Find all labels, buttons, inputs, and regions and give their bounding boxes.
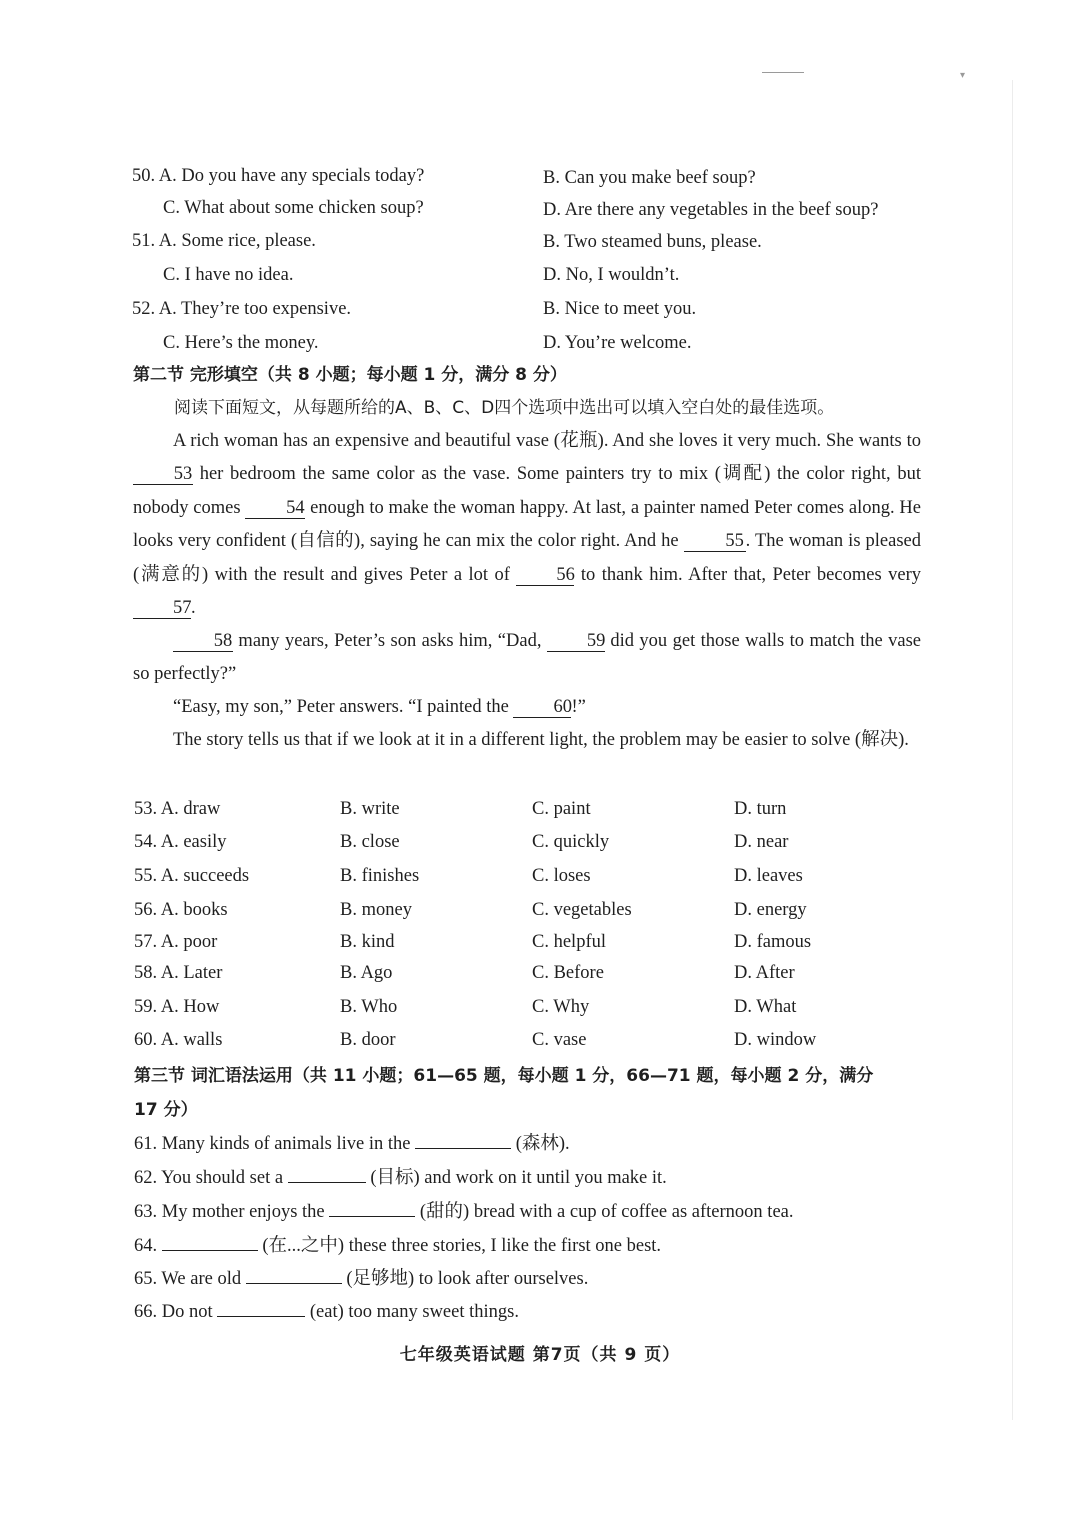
q55-option-d: D. leaves xyxy=(734,866,803,886)
q66 xyxy=(134,1300,519,1324)
answer-blank[interactable] xyxy=(217,1316,305,1317)
q53-option-a: 53. A. draw xyxy=(134,799,221,819)
q61 xyxy=(134,1132,570,1156)
question-text: 65. We are old xyxy=(134,1269,246,1289)
q50-option-c: C. What about some chicken soup? xyxy=(163,198,424,218)
q62 xyxy=(134,1166,667,1190)
q50-option-a: 50. A. Do you have any specials today? xyxy=(132,166,425,186)
q53-option-d: D. turn xyxy=(734,799,787,819)
q55-option-c: C. loses xyxy=(532,866,591,886)
scan-mark xyxy=(762,72,804,73)
question-hint: (eat) too many sweet things. xyxy=(305,1302,519,1322)
cloze-text: did you get those walls to match the vase so perfectly?” xyxy=(133,631,921,685)
q55-option-a: 55. A. succeeds xyxy=(134,866,250,886)
question-hint: (甜的) bread with a cup of coffee as afternoon tea. xyxy=(415,1202,794,1222)
q56-option-d: D. energy xyxy=(734,900,807,920)
cloze-paragraph-2 xyxy=(133,625,921,692)
cloze-text: . xyxy=(191,598,196,619)
answer-blank[interactable] xyxy=(288,1182,366,1183)
question-text: 66. Do not xyxy=(134,1302,218,1322)
q59-option-a: 59. A. How xyxy=(134,997,220,1017)
blank-57: 57 xyxy=(133,598,191,619)
q54-option-d: D. near xyxy=(734,832,789,852)
q52-option-a: 52. A. They’re too expensive. xyxy=(132,299,352,319)
q60-option-b: B. door xyxy=(340,1030,396,1050)
question-hint: (森林). xyxy=(511,1134,570,1154)
cloze-text: A rich woman has an expensive and beautiful vase (花瓶). And she loves it very much. She wants to xyxy=(173,431,921,451)
q50-option-b: B. Can you make beef soup? xyxy=(543,168,756,188)
section2-title: 第二节 完形填空（共 8 小题；每小题 1 分，满分 8 分） xyxy=(133,365,567,385)
q50-option-d: D. Are there any vegetables in the beef soup? xyxy=(543,200,879,220)
q53-option-c: C. paint xyxy=(532,799,591,819)
question-text: 61. Many kinds of animals live in the xyxy=(134,1134,416,1154)
q56-option-a: 56. A. books xyxy=(134,900,228,920)
cloze-paragraph-1 xyxy=(133,425,921,625)
cloze-text: many years, Peter’s son asks him, “Dad, xyxy=(233,631,547,651)
cloze-text: . The woman is pleased (满意的) with the result and gives Peter a lot of xyxy=(133,531,922,585)
answer-blank[interactable] xyxy=(246,1283,342,1284)
question-text: 62. You should set a xyxy=(134,1168,288,1188)
q51-option-b: B. Two steamed buns, please. xyxy=(543,232,762,252)
question-text: 64. xyxy=(134,1236,162,1256)
blank-55: 55 xyxy=(684,531,746,552)
question-hint: (足够地) to look after ourselves. xyxy=(341,1269,589,1289)
q59-option-b: B. Who xyxy=(340,997,398,1017)
blank-60: 60 xyxy=(513,697,571,718)
q56-option-c: C. vegetables xyxy=(532,900,632,920)
q53-option-b: B. write xyxy=(340,799,400,819)
cloze-paragraph-4: The story tells us that if we look at it in a different light, the problem may be easier to solve (解决). xyxy=(173,730,909,750)
cloze-text: enough to make the woman happy. At last, a painter named Peter comes along. He looks very confident (自信的), saying he can mix the color right. And he xyxy=(133,497,921,552)
cloze-paragraph-3 xyxy=(133,691,921,724)
q52-option-d: D. You’re welcome. xyxy=(543,333,692,353)
blank-59: 59 xyxy=(547,631,605,652)
q59-option-d: D. What xyxy=(734,997,797,1017)
q58-option-a: 58. A. Later xyxy=(134,963,223,983)
q52-option-c: C. Here’s the money. xyxy=(163,333,319,353)
section2-instruction: 阅读下面短文，从每题所给的A、B、C、D四个选项中选出可以填入空白处的最佳选项。 xyxy=(174,398,835,418)
q60-option-d: D. window xyxy=(734,1030,817,1050)
question-text: 63. My mother enjoys the xyxy=(134,1202,330,1222)
q63 xyxy=(134,1200,794,1224)
blank-53: 53 xyxy=(133,464,193,485)
cloze-text: to thank him. After that, Peter becomes very xyxy=(574,564,921,585)
q57-option-b: B. kind xyxy=(340,932,395,952)
blank-58: 58 xyxy=(173,631,233,652)
page-footer: 七年级英语试题 第7页（共 9 页） xyxy=(399,1345,681,1365)
q56-option-b: B. money xyxy=(340,900,412,920)
q60-option-a: 60. A. walls xyxy=(134,1030,223,1050)
question-hint: (在...之中) these three stories, I like the first one best. xyxy=(257,1236,662,1256)
blank-54: 54 xyxy=(245,498,305,519)
q52-option-b: B. Nice to meet you. xyxy=(543,299,697,319)
q58-option-d: D. After xyxy=(734,963,795,983)
q64 xyxy=(134,1234,661,1258)
q54-option-c: C. quickly xyxy=(532,832,610,852)
q60-option-c: C. vase xyxy=(532,1030,587,1050)
section3-title-cont: 17 分） xyxy=(134,1100,198,1120)
answer-blank[interactable] xyxy=(329,1216,415,1217)
answer-blank[interactable] xyxy=(162,1250,258,1251)
cloze-text: !” xyxy=(571,697,586,717)
q54-option-b: B. close xyxy=(340,832,400,852)
q58-option-b: B. Ago xyxy=(340,963,393,983)
blank-56: 56 xyxy=(516,565,574,586)
answer-blank[interactable] xyxy=(415,1148,511,1149)
q58-option-c: C. Before xyxy=(532,963,604,983)
cloze-text: her bedroom the same color as the vase. Some painters try to mix (调配) the color right, but nobody comes xyxy=(133,464,921,518)
q57-option-a: 57. A. poor xyxy=(134,932,218,952)
q54-option-a: 54. A. easily xyxy=(134,832,227,852)
question-hint: (目标) and work on it until you make it. xyxy=(365,1168,667,1188)
cloze-text: “Easy, my son,” Peter answers. “I painted the xyxy=(173,697,514,717)
q59-option-c: C. Why xyxy=(532,997,590,1017)
page-edge xyxy=(1012,80,1013,1420)
q51-option-c: C. I have no idea. xyxy=(163,265,294,285)
section3-title: 第三节 词汇语法运用（共 11 小题；61—65 题，每小题 1 分，66—71 题，每小题 2 分，满分 xyxy=(134,1066,874,1086)
q55-option-b: B. finishes xyxy=(340,866,420,886)
q57-option-c: C. helpful xyxy=(532,932,606,952)
q51-option-d: D. No, I wouldn’t. xyxy=(543,265,680,285)
q51-option-a: 51. A. Some rice, please. xyxy=(132,231,316,251)
q65 xyxy=(134,1267,588,1291)
q57-option-d: D. famous xyxy=(734,932,812,952)
scan-dot: ▾ xyxy=(960,70,966,81)
